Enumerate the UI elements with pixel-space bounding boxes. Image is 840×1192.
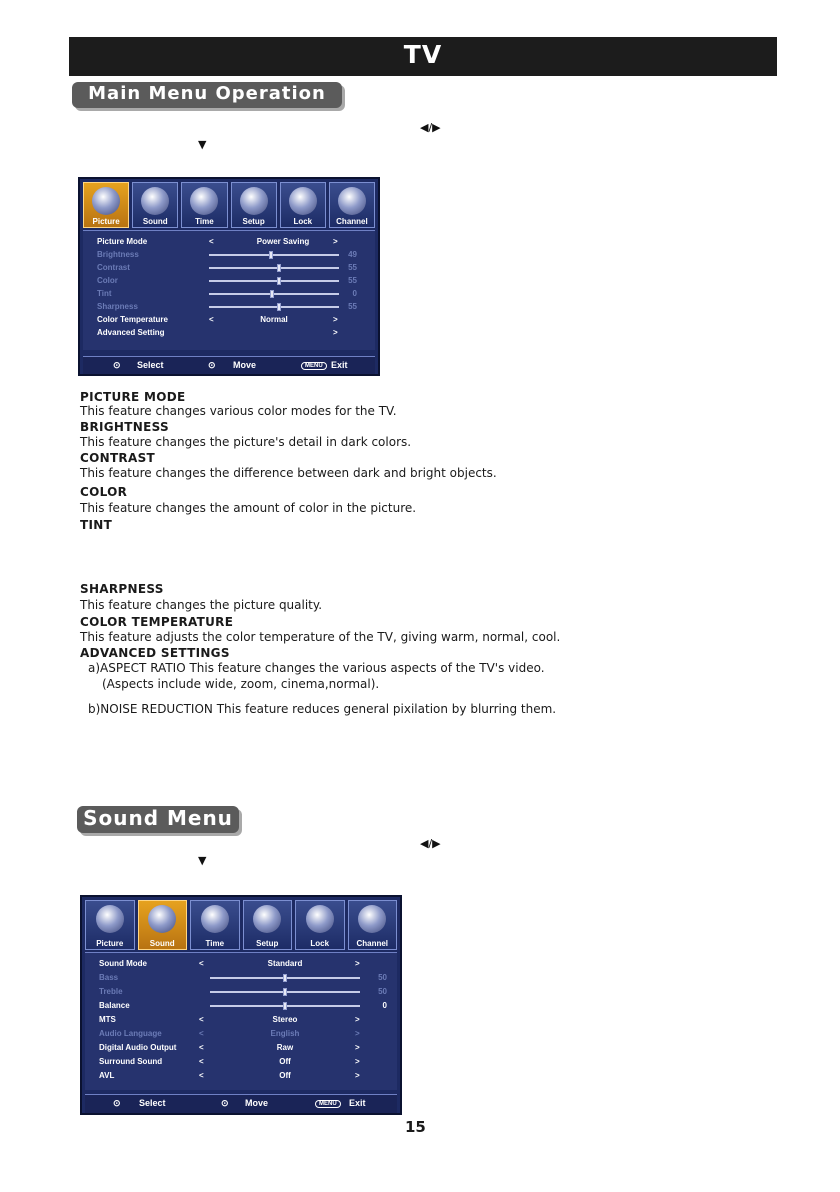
menu-icon-strip xyxy=(83,182,375,228)
advanced-settings-heading: ADVANCED SETTINGS xyxy=(80,646,230,660)
sound-menu-section-title: Sound Menu xyxy=(77,806,239,833)
menu-key-icon: MENU xyxy=(315,1100,341,1108)
lock-tab-icon: Lock xyxy=(295,900,345,950)
brightness-row: Brightness 49 xyxy=(97,250,357,259)
tint-slider-thumb xyxy=(270,290,274,298)
menu-icon-strip xyxy=(85,900,397,950)
aspect-ratio-text: a)ASPECT RATIO This feature changes the various aspects of the TV's video. xyxy=(88,661,545,675)
mts-row: MTS < Stereo > xyxy=(99,1015,360,1024)
contrast-heading: CONTRAST xyxy=(80,451,155,465)
left-right-arrows-icon: ◀/▶ xyxy=(420,121,441,134)
main-menu-section-title: Main Menu Operation xyxy=(72,82,342,108)
picture-menu-list xyxy=(83,230,375,350)
treble-slider-thumb xyxy=(283,988,287,996)
sound-tab-icon: Sound xyxy=(138,900,188,950)
contrast-row: Contrast 55 xyxy=(97,263,357,272)
noise-reduction-text: b)NOISE REDUCTION This feature reduces general pixilation by blurring them. xyxy=(88,702,557,716)
tint-row: Tint 0 xyxy=(97,289,357,298)
tint-heading: TINT xyxy=(80,518,113,532)
page-header-title: TV xyxy=(403,40,443,69)
sound-mode-row: Sound Mode < Standard > xyxy=(99,959,360,968)
digital-audio-output-row: Digital Audio Output < Raw > xyxy=(99,1043,360,1052)
picture-menu-footer xyxy=(83,356,375,374)
bass-slider-thumb xyxy=(283,974,287,982)
sharpness-text: This feature changes the picture quality. xyxy=(80,598,323,612)
sharpness-slider-thumb xyxy=(277,303,281,311)
sound-tab-icon: Sound xyxy=(132,182,178,228)
page-header xyxy=(69,37,777,76)
menu-key-icon: MENU xyxy=(301,362,327,370)
balance-row: Balance 0 xyxy=(99,1001,387,1010)
lock-tab-icon: Lock xyxy=(280,182,326,228)
left-right-arrows-icon: ◀/▶ xyxy=(420,837,441,850)
move-hint-icon: ⊙ xyxy=(208,360,216,370)
sound-menu-screenshot xyxy=(80,895,402,1115)
advanced-setting-row: Advanced Setting > xyxy=(97,328,338,337)
exit-hint-label: Exit xyxy=(349,1098,366,1108)
select-hint-icon: ⊙ xyxy=(113,360,121,370)
sound-menu-footer xyxy=(85,1094,397,1114)
picture-tab-icon: Picture xyxy=(85,900,135,950)
picture-mode-heading: PICTURE MODE xyxy=(80,390,186,404)
picture-menu-screenshot xyxy=(78,177,380,376)
page-number: 15 xyxy=(405,1118,426,1136)
down-arrow-icon: ▼ xyxy=(198,138,207,151)
exit-hint-label: Exit xyxy=(331,360,348,370)
select-hint-label: Select xyxy=(137,360,164,370)
avl-row: AVL < Off > xyxy=(99,1071,360,1080)
move-hint-label: Move xyxy=(233,360,257,370)
sharpness-row: Sharpness 55 xyxy=(97,302,357,311)
color-heading: COLOR xyxy=(80,485,128,499)
sound-menu-list xyxy=(85,952,397,1090)
brightness-text: This feature changes the picture's detail in dark colors. xyxy=(80,435,412,449)
color-row: Color 55 xyxy=(97,276,357,285)
audio-language-row: Audio Language < English > xyxy=(99,1029,360,1038)
treble-row: Treble 50 xyxy=(99,987,387,996)
select-hint-label: Select xyxy=(139,1098,166,1108)
time-tab-icon: Time xyxy=(181,182,227,228)
setup-tab-icon: Setup xyxy=(243,900,293,950)
time-tab-icon: Time xyxy=(190,900,240,950)
contrast-text: This feature changes the difference between dark and bright objects. xyxy=(80,466,497,480)
color-temperature-text: This feature adjusts the color temperature of the TV, giving warm, normal, cool. xyxy=(80,630,561,644)
channel-tab-icon: Channel xyxy=(329,182,375,228)
down-arrow-icon: ▼ xyxy=(198,854,207,867)
contrast-slider-thumb xyxy=(277,264,281,272)
brightness-slider-thumb xyxy=(269,251,273,259)
setup-tab-icon: Setup xyxy=(231,182,277,228)
color-text: This feature changes the amount of color in the picture. xyxy=(80,501,417,515)
aspect-ratio-details: (Aspects include wide, zoom, cinema,normal). xyxy=(102,677,380,691)
picture-tab-icon: Picture xyxy=(83,182,129,228)
select-hint-icon: ⊙ xyxy=(113,1098,121,1108)
sharpness-heading: SHARPNESS xyxy=(80,582,164,596)
picture-mode-row: Picture Mode < Power Saving > xyxy=(97,237,338,246)
move-hint-label: Move xyxy=(245,1098,269,1108)
bass-row: Bass 50 xyxy=(99,973,387,982)
channel-tab-icon: Channel xyxy=(348,900,398,950)
balance-slider-thumb xyxy=(283,1002,287,1010)
color-temperature-row: Color Temperature < Normal > xyxy=(97,315,338,324)
color-temperature-heading: COLOR TEMPERATURE xyxy=(80,615,234,629)
picture-mode-text: This feature changes various color modes for the TV. xyxy=(80,404,397,418)
brightness-heading: BRIGHTNESS xyxy=(80,420,169,434)
color-slider-thumb xyxy=(277,277,281,285)
surround-sound-row: Surround Sound < Off > xyxy=(99,1057,360,1066)
move-hint-icon: ⊙ xyxy=(221,1098,229,1108)
